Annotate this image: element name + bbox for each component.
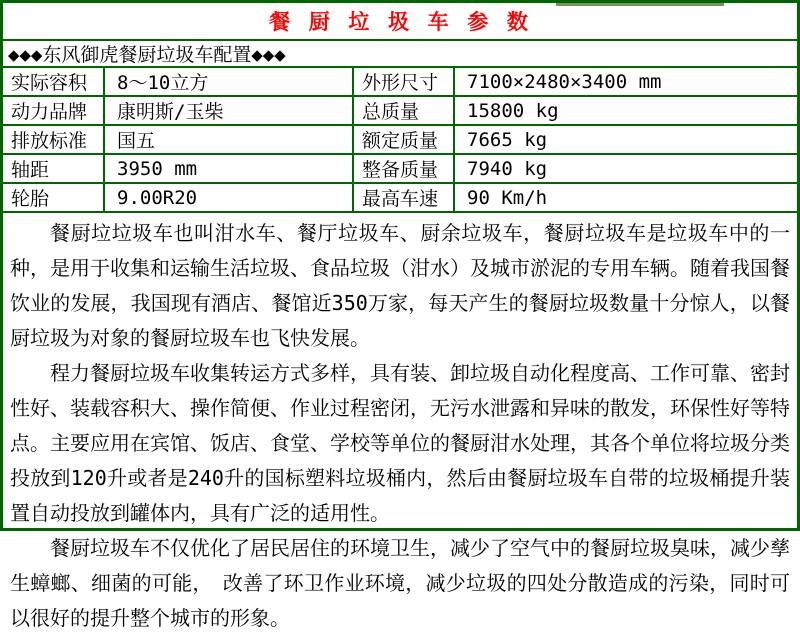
spec-value: 3950 mm <box>104 154 353 183</box>
spec-value: 9.00R20 <box>104 183 353 211</box>
description-paragraph: 餐厨垃圾车不仅优化了居民居住的环境卫生，减少了空气中的餐厨垃圾臭味，减少孳生蟑螂、细菌的可能， 改善了环卫作业环境，减少垃圾的四处分散造成的污染，同时可以很好的提升整个城市的形象。 <box>10 531 790 636</box>
spec-label: 排放标准 <box>3 125 104 154</box>
page-title: 餐 厨 垃 圾 车 参 数 <box>3 3 797 41</box>
spec-label: 最高车速 <box>353 183 454 211</box>
spec-value: 7100×2480×3400 mm <box>454 68 797 96</box>
table-row <box>3 183 797 211</box>
spec-label: 整备质量 <box>353 154 454 183</box>
spec-value: 8～10立方 <box>104 68 353 96</box>
spec-label: 外形尺寸 <box>353 68 454 96</box>
config-subtitle: ◆◆◆东风御虎餐厨垃圾车配置◆◆◆ <box>3 41 797 68</box>
table-row <box>3 68 797 96</box>
spec-value: 15800 kg <box>454 96 797 125</box>
spec-label: 额定质量 <box>353 125 454 154</box>
table-row <box>3 125 797 154</box>
description-section <box>3 211 797 636</box>
table-row <box>3 154 797 183</box>
spec-label: 实际容积 <box>3 68 104 96</box>
spec-label: 总质量 <box>353 96 454 125</box>
spec-value: 90 Km/h <box>454 183 797 211</box>
spec-label: 轮胎 <box>3 183 104 211</box>
spec-value: 国五 <box>104 125 353 154</box>
background-artifact <box>556 3 724 6</box>
description-paragraph: 程力餐厨垃圾车收集转运方式多样，具有装、卸垃圾自动化程度高、工作可靠、密封性好、装载容积大、操作简便、作业过程密闭，无污水泄露和异味的散发，环保性好等特点。主要应用在宾馆、饭店、食堂、学校等单位的餐厨泔水处理，其各个单位将垃圾分类投放到120升或者是240升的国标塑料垃圾桶内，然后由餐厨垃圾车自带的垃圾桶提升装置自动投放到罐体内，具有广泛的适用性。 <box>10 356 790 531</box>
table-row <box>3 96 797 125</box>
spec-value: 7940 kg <box>454 154 797 183</box>
spec-value: 康明斯/玉柴 <box>104 96 353 125</box>
spec-label: 轴距 <box>3 154 104 183</box>
description-paragraph: 餐厨垃垃圾车也叫泔水车、餐厅垃圾车、厨余垃圾车，餐厨垃圾车是垃圾车中的一种，是用于收集和运输生活垃圾、食品垃圾（泔水）及城市淤泥的专用车辆。随着我国餐饮业的发展，我国现有酒店、餐馆近350万家，每天产生的餐厨垃圾数量十分惊人，以餐厨垃圾为对象的餐厨垃圾车也飞快发展。 <box>10 216 790 356</box>
spec-label: 动力品牌 <box>3 96 104 125</box>
spec-value: 7665 kg <box>454 125 797 154</box>
spec-table <box>3 68 797 211</box>
